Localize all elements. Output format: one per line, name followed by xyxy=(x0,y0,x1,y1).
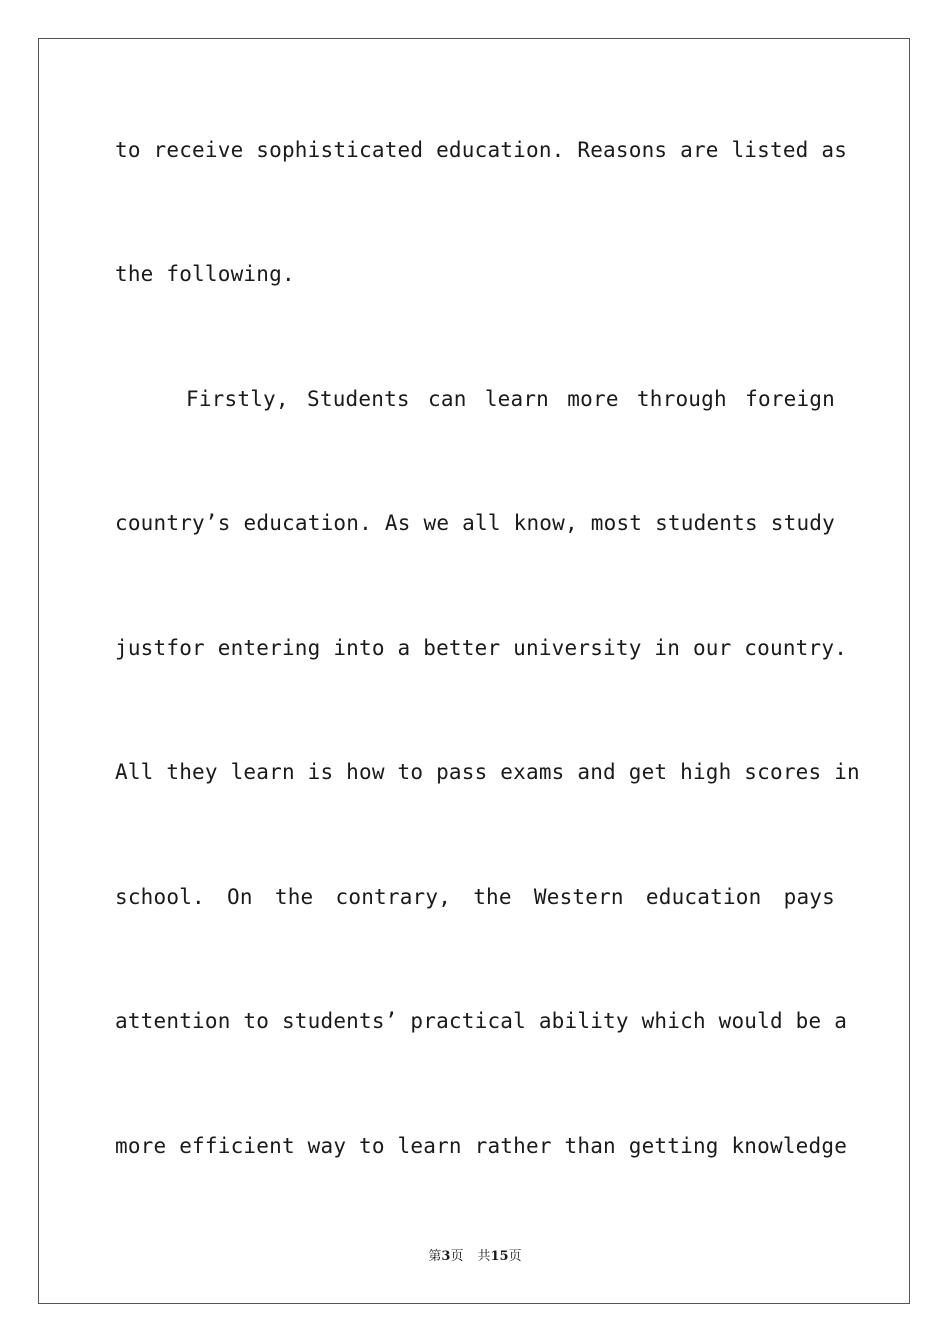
body-text-line: to receive sophisticated education. Reasons are listed as xyxy=(115,138,848,162)
body-text-line: justfor entering into a better university in our country. xyxy=(115,636,848,660)
page-indicator: 第3页 xyxy=(428,1249,464,1264)
body-text-line: school. On the contrary, the Western education pays xyxy=(115,885,835,909)
paragraph-first-line: Firstly, Students can learn more through foreign xyxy=(186,387,835,411)
body-text-line: country’s education. As we all know, most students study xyxy=(115,511,835,535)
page-footer xyxy=(0,1248,950,1266)
body-text-line: more efficient way to learn rather than getting knowledge xyxy=(115,1134,848,1158)
body-text-line: the following. xyxy=(115,262,295,286)
total-pages-indicator: 共15页 xyxy=(477,1249,522,1264)
page-frame xyxy=(38,38,910,1304)
body-text-line: attention to students’ practical ability which would be a xyxy=(115,1009,848,1033)
body-text-line: All they learn is how to pass exams and get high scores in xyxy=(115,760,860,784)
